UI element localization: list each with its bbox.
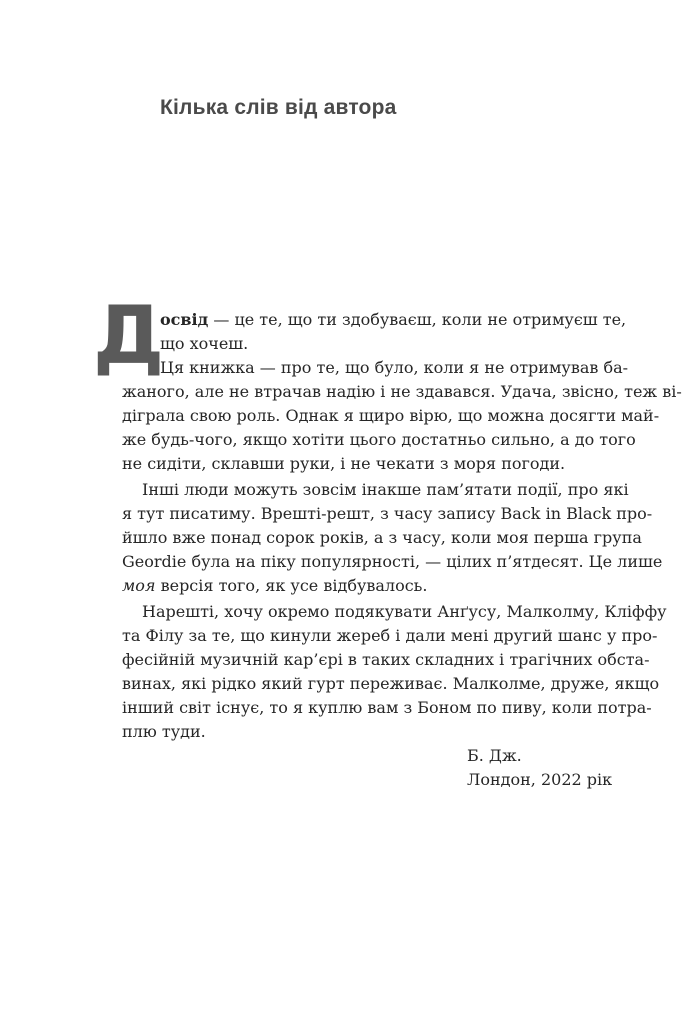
text-line: же будь-чого, якщо хотіти цього достатньо сильно, а до того	[122, 430, 636, 449]
text-line: я тут писатиму. Врешті-решт, з часу запису Back in Black про-	[122, 504, 653, 523]
chapter-title: Кілька слів від автора	[160, 96, 397, 119]
italic-word: моя	[122, 576, 156, 595]
text-line: Geordie була на піку популярності, — цілих п’ятдесят. Це лише	[122, 552, 663, 571]
text-span: — це те, що ти здобуваєш, коли не отримуєш те,	[208, 310, 627, 329]
text-line: плю туди.	[122, 722, 206, 741]
text-line: інший світ існує, то я куплю вам з Боном по пиву, коли потра-	[122, 698, 652, 717]
text-line: Ця книжка — про те, що було, коли я не отримував ба-	[160, 358, 629, 377]
text-line: не сидіти, склавши руки, і не чекати з моря погоди.	[122, 454, 566, 473]
text-line: фесійній музичній кар’єрі в таких складних і трагічних обста-	[122, 650, 650, 669]
text-line	[160, 308, 627, 332]
text-line: йшло вже понад сорок років, а з часу, коли моя перша група	[122, 528, 642, 547]
text-line: що хочеш.	[160, 334, 249, 353]
text-line: Інші люди можуть зовсім інакше пам’ятати події, про які	[142, 480, 629, 499]
drop-cap-letter: Д	[93, 289, 165, 382]
bold-word: освід	[160, 310, 209, 329]
signature-initials: Б. Дж.	[467, 746, 522, 765]
text-line: Нарешті, хочу окремо подякувати Анґусу, Малколму, Кліффу	[142, 602, 667, 621]
text-line: жаного, але не втрачав надію і не здавався. Удача, звісно, теж ві-	[122, 382, 682, 401]
text-line: діграла свою роль. Однак я щиро вірю, що можна досягти май-	[122, 406, 660, 425]
text-line: винах, які рідко який гурт переживає. Малколме, друже, якщо	[122, 674, 660, 693]
text-line: та Філу за те, що кинули жереб і дали мені другий шанс у про-	[122, 626, 658, 645]
signature-place-date: Лондон, 2022 рік	[467, 770, 613, 789]
text-span: версія того, як усе відбувалось.	[155, 576, 428, 595]
text-line	[122, 574, 427, 598]
